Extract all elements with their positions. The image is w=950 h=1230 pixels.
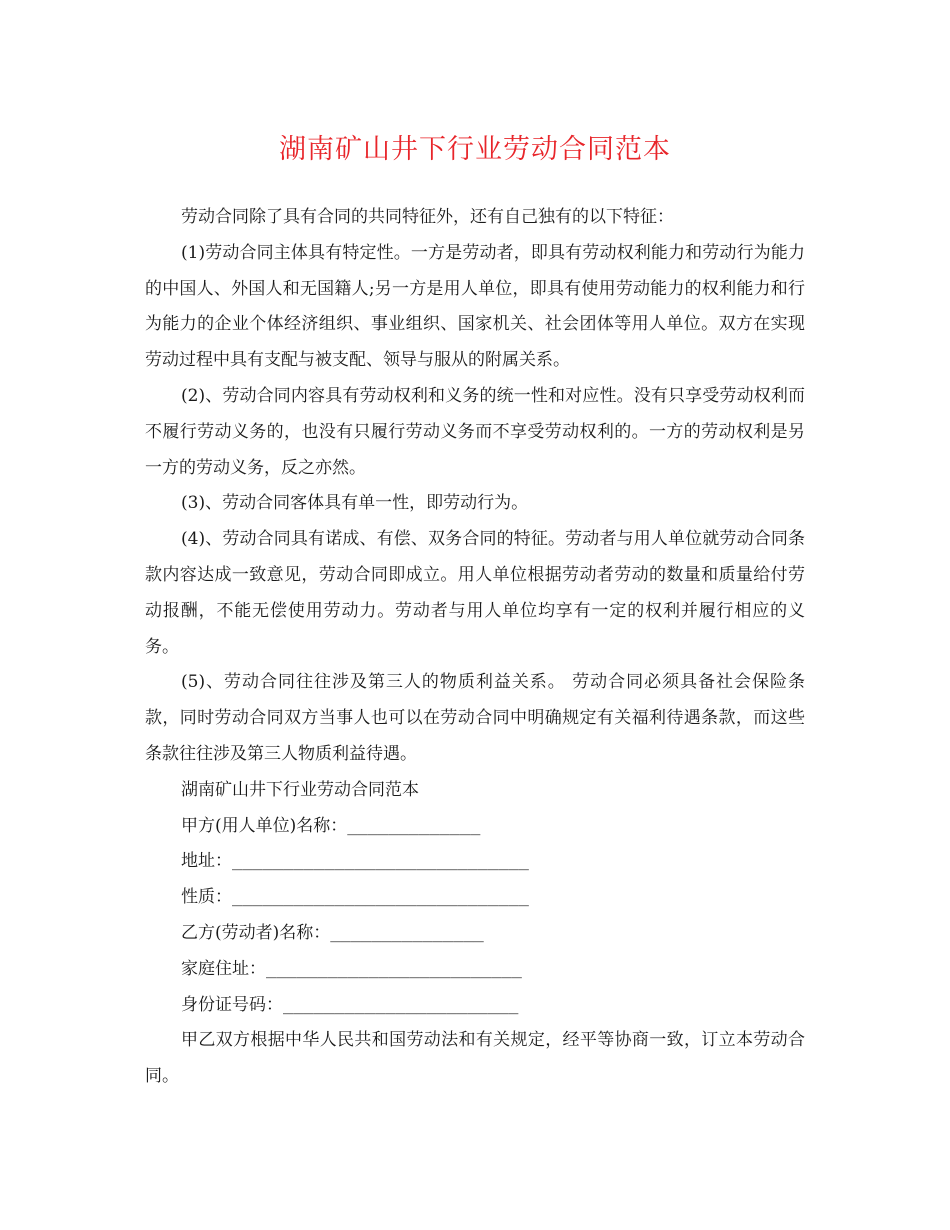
field-blank: _____________________________	[232, 887, 529, 908]
home-address-field	[145, 952, 805, 988]
feature-3-paragraph: (3)、劳动合同客体具有单一性，即劳动行为。	[181, 493, 529, 514]
field-label: 身份证号码：	[181, 994, 283, 1015]
field-blank: _______________	[330, 922, 484, 943]
field-label: 地址：	[181, 851, 232, 872]
field-label: 家庭住址：	[181, 958, 266, 979]
party-a-name-field	[145, 809, 805, 845]
document-title: 湖南矿山井下行业劳动合同范本	[279, 134, 671, 165]
field-blank: _____________________________	[232, 851, 529, 872]
template-heading: 湖南矿山井下行业劳动合同范本	[181, 779, 419, 800]
feature-5-paragraph: (5)、劳动合同往往涉及第三人的物质利益关系。 劳动合同必须具备社会保险条款，同时劳动合同双方当事人也可以在劳动合同中明确规定有关福利待遇条款，而这些条款往往涉及第三人物质利益待遇。	[145, 672, 805, 764]
address-field	[145, 844, 805, 880]
feature-2-paragraph: (2)、劳动合同内容具有劳动权利和义务的统一性和对应性。没有只享受劳动权利而不履行劳动义务的，也没有只履行劳动义务而不享受劳动权利的。一方的劳动权利是另一方的劳动义务，反之亦然。	[145, 385, 805, 478]
intro-paragraph: 劳动合同除了具有合同的共同特征外，还有自己独有的以下特征：	[181, 207, 674, 227]
closing-paragraph: 甲乙双方根据中华人民共和国劳动法和有关规定，经平等协商一致，订立本劳动合同。	[145, 1030, 805, 1087]
feature-4-paragraph: (4)、劳动合同具有诺成、有偿、双务合同的特征。劳动者与用人单位就劳动合同条款内容达成一致意见，劳动合同即成立。用人单位根据劳动者劳动的数量和质量给付劳动报酬，不能无偿使用劳动力。劳动者与用人单位均享有一定的权利并履行相应的义务。	[145, 529, 805, 657]
field-blank: _______________________	[283, 994, 519, 1015]
id-number-field	[145, 988, 805, 1024]
field-blank: _________________________	[266, 958, 522, 979]
party-b-name-field	[145, 916, 805, 952]
document-body	[145, 200, 805, 1095]
field-label: 性质：	[181, 887, 232, 908]
field-label: 甲方(用人单位)名称：	[181, 815, 348, 836]
field-label: 乙方(劳动者)名称：	[181, 922, 331, 943]
nature-field	[145, 880, 805, 916]
field-blank: _____________	[347, 815, 481, 836]
feature-1-paragraph: (1)劳动合同主体具有特定性。一方是劳动者，即具有劳动权利能力和劳动行为能力的中国人、外国人和无国籍人;另一方是用人单位，即具有使用劳动能力的权利能力和行为能力的企业个体经济组织、事业组织、国家机关、社会团体等用人单位。双方在实现劳动过程中具有支配与被支配、领导与服从的附属关系。	[145, 242, 805, 371]
